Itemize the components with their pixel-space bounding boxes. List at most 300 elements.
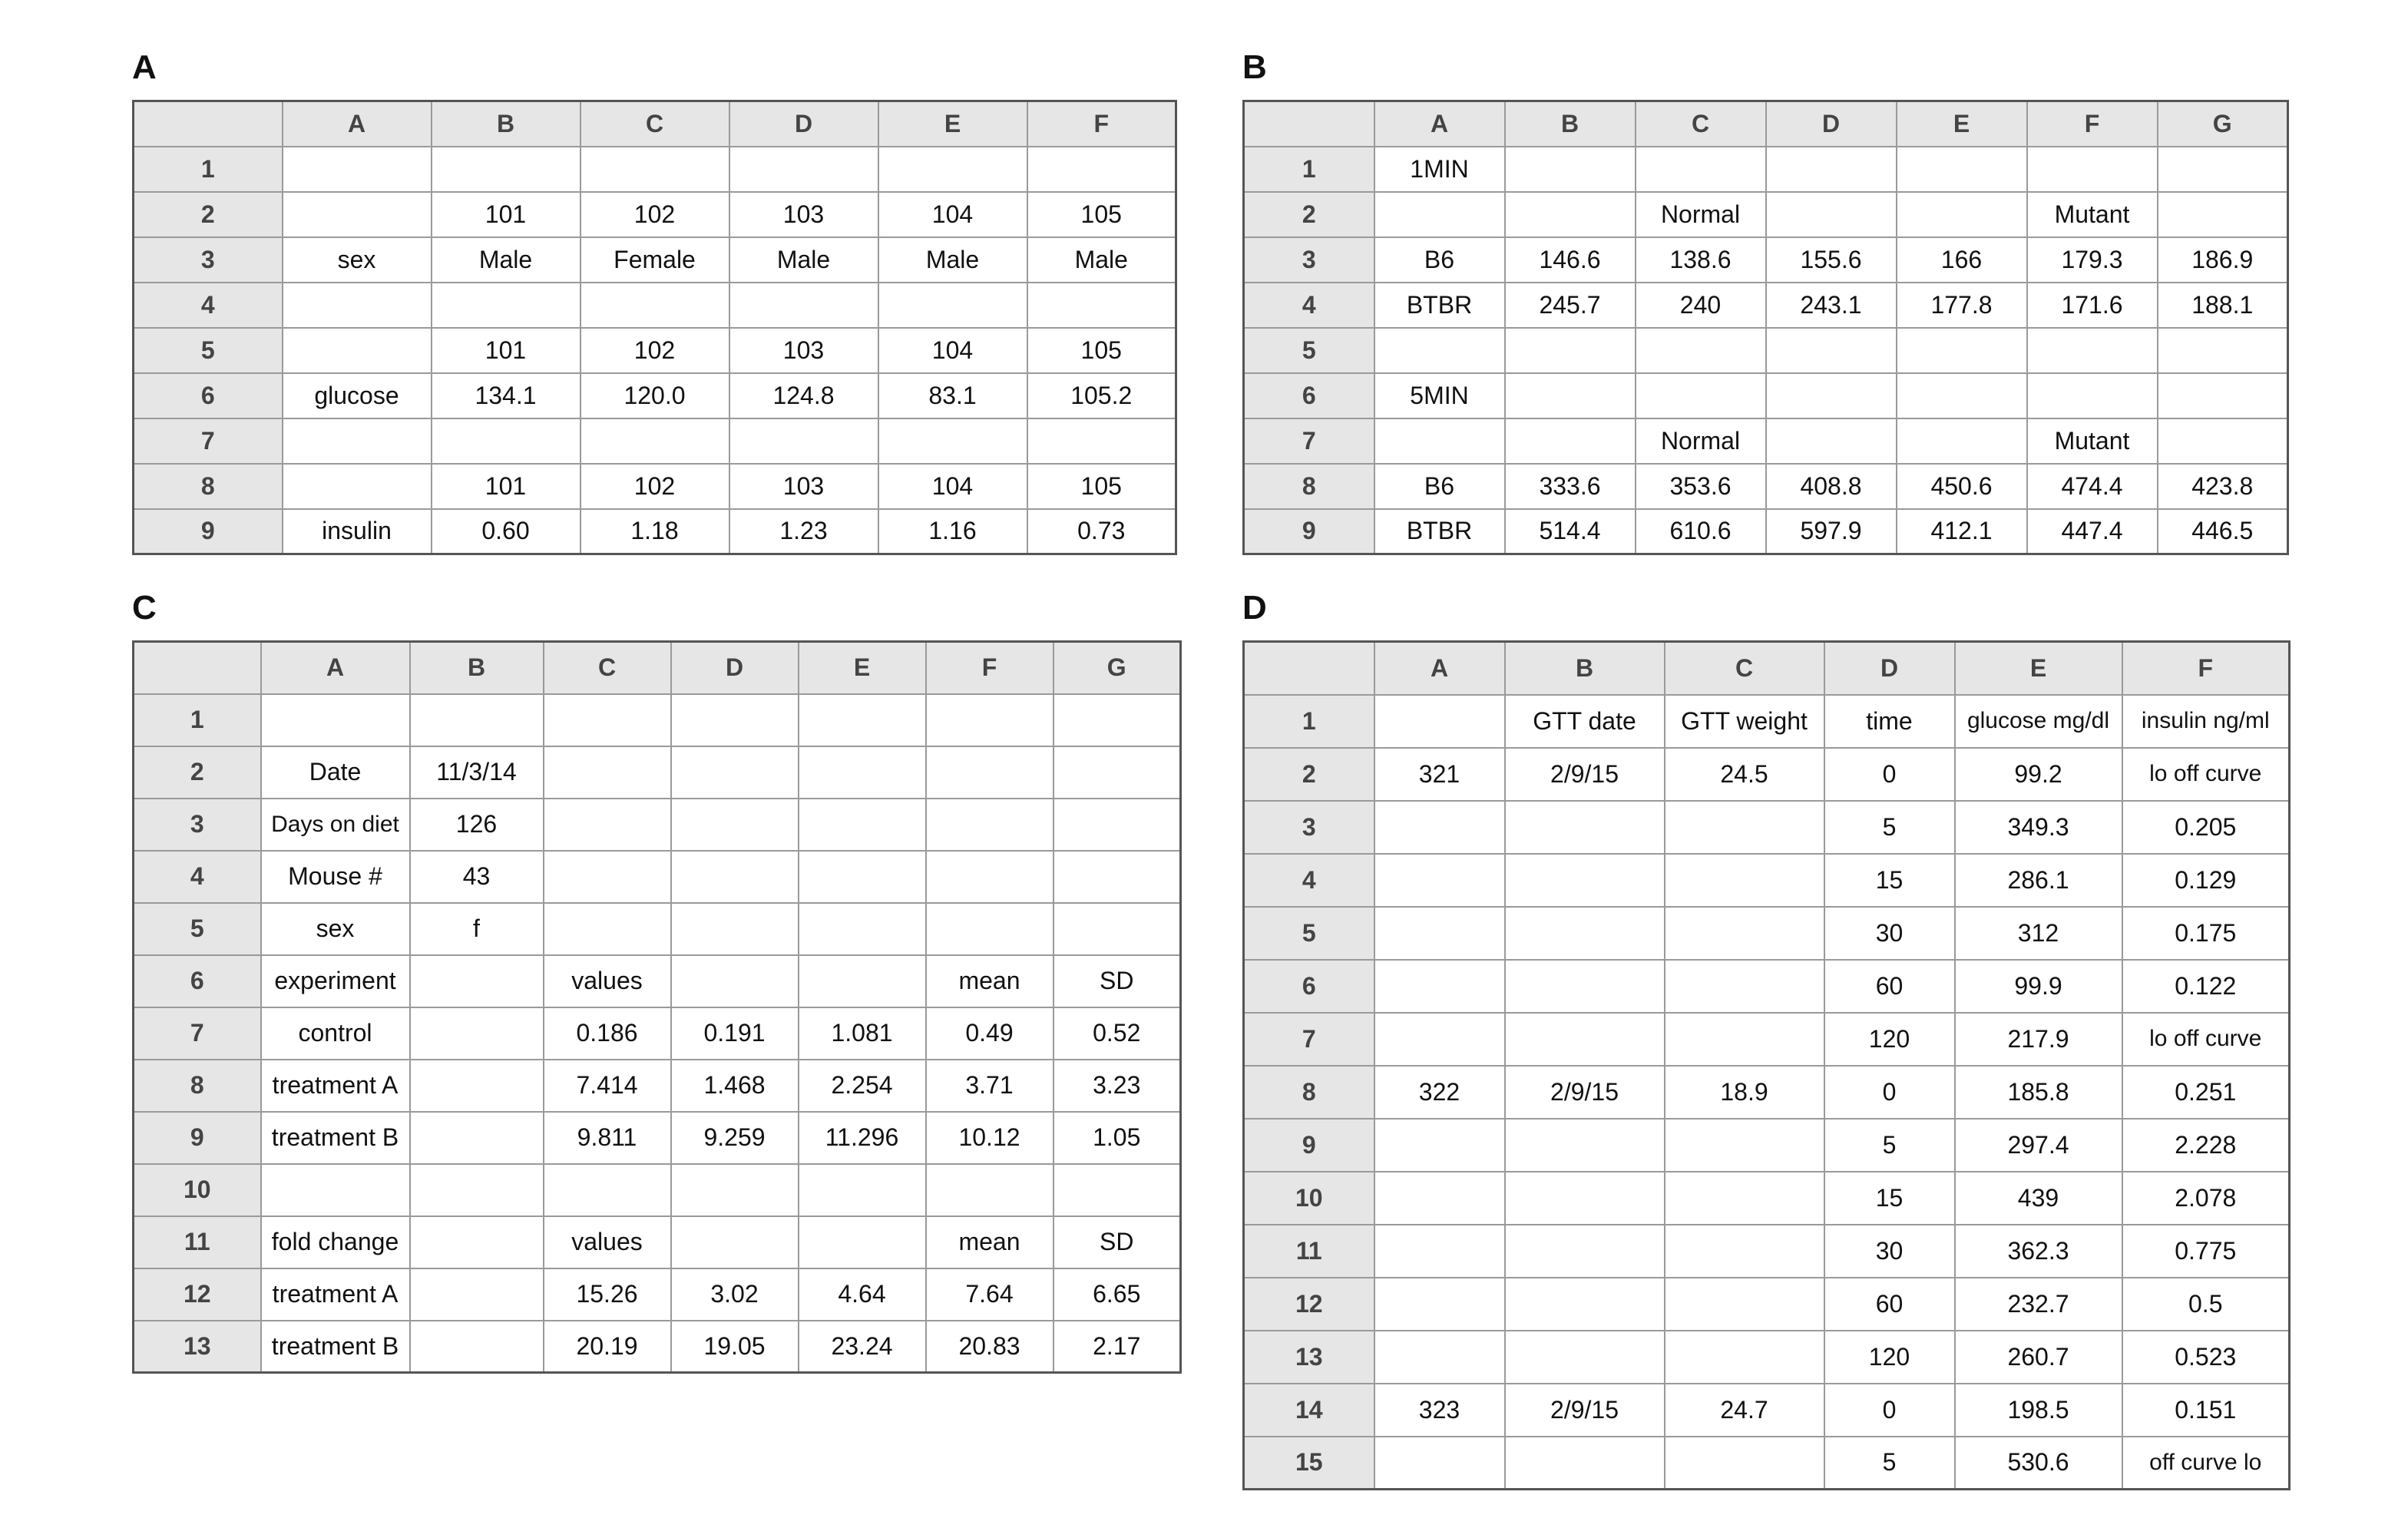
cell-c-c3[interactable] (544, 799, 671, 851)
row-header-13[interactable]: 13 (1244, 1331, 1374, 1384)
cell-c-b12[interactable] (410, 1268, 544, 1321)
cell-b-g4[interactable]: 188.1 (2158, 283, 2288, 328)
column-header-c[interactable]: C (1665, 642, 1824, 695)
row-header-6[interactable]: 6 (1244, 373, 1374, 418)
row-header-7[interactable]: 7 (134, 418, 283, 464)
cell-b-g5[interactable] (2158, 328, 2288, 373)
cell-d-a1[interactable] (1374, 695, 1505, 748)
cell-c-g11[interactable]: SD (1054, 1216, 1181, 1268)
cell-c-e11[interactable] (799, 1216, 926, 1268)
cell-c-a4[interactable]: Mouse # (261, 851, 410, 903)
cell-c-d4[interactable] (671, 851, 799, 903)
cell-c-g1[interactable] (1054, 694, 1181, 746)
cell-a-d5[interactable]: 103 (729, 328, 878, 373)
cell-d-e10[interactable]: 439 (1955, 1172, 2122, 1225)
cell-c-e3[interactable] (799, 799, 926, 851)
cell-a-e6[interactable]: 83.1 (878, 373, 1027, 418)
cell-d-c3[interactable] (1665, 801, 1824, 854)
cell-c-c11[interactable]: values (544, 1216, 671, 1268)
cell-b-a5[interactable] (1374, 328, 1505, 373)
cell-d-e11[interactable]: 362.3 (1955, 1225, 2122, 1278)
cell-c-c8[interactable]: 7.414 (544, 1060, 671, 1112)
cell-c-e10[interactable] (799, 1164, 926, 1216)
cell-c-f9[interactable]: 10.12 (926, 1112, 1054, 1164)
cell-b-b7[interactable] (1505, 418, 1636, 464)
cell-c-d10[interactable] (671, 1164, 799, 1216)
cell-d-f9[interactable]: 2.228 (2122, 1119, 2290, 1172)
cell-a-f4[interactable] (1027, 283, 1176, 328)
column-header-e[interactable]: E (1897, 101, 2027, 147)
cell-a-c1[interactable] (580, 147, 729, 192)
cell-c-f2[interactable] (926, 746, 1054, 799)
row-header-11[interactable]: 11 (1244, 1225, 1374, 1278)
cell-b-d4[interactable]: 243.1 (1766, 283, 1897, 328)
cell-a-a6[interactable]: glucose (283, 373, 432, 418)
cell-d-f4[interactable]: 0.129 (2122, 854, 2290, 907)
cell-c-a9[interactable]: treatment B (261, 1112, 410, 1164)
cell-d-e7[interactable]: 217.9 (1955, 1013, 2122, 1066)
cell-b-d5[interactable] (1766, 328, 1897, 373)
cell-d-b13[interactable] (1505, 1331, 1665, 1384)
cell-b-c3[interactable]: 138.6 (1636, 237, 1766, 283)
cell-d-c12[interactable] (1665, 1278, 1824, 1331)
row-header-3[interactable]: 3 (134, 237, 283, 283)
cell-a-d2[interactable]: 103 (729, 192, 878, 237)
row-header-1[interactable]: 1 (134, 694, 261, 746)
cell-b-g3[interactable]: 186.9 (2158, 237, 2288, 283)
column-header-f[interactable]: F (926, 642, 1054, 694)
cell-b-d8[interactable]: 408.8 (1766, 464, 1897, 509)
cell-c-d8[interactable]: 1.468 (671, 1060, 799, 1112)
cell-c-f5[interactable] (926, 903, 1054, 955)
cell-d-a6[interactable] (1374, 960, 1505, 1013)
row-header-9[interactable]: 9 (134, 1112, 261, 1164)
cell-d-c5[interactable] (1665, 907, 1824, 960)
cell-c-c5[interactable] (544, 903, 671, 955)
cell-c-b3[interactable]: 126 (410, 799, 544, 851)
row-header-8[interactable]: 8 (1244, 464, 1374, 509)
cell-d-a9[interactable] (1374, 1119, 1505, 1172)
cell-d-e8[interactable]: 185.8 (1955, 1066, 2122, 1119)
column-header-c[interactable]: C (580, 101, 729, 147)
cell-c-d13[interactable]: 19.05 (671, 1321, 799, 1373)
cell-d-f13[interactable]: 0.523 (2122, 1331, 2290, 1384)
cell-c-b8[interactable] (410, 1060, 544, 1112)
cell-c-d5[interactable] (671, 903, 799, 955)
cell-d-a3[interactable] (1374, 801, 1505, 854)
cell-c-a7[interactable]: control (261, 1007, 410, 1060)
cell-d-f15[interactable]: off curve lo (2122, 1437, 2290, 1490)
cell-c-e9[interactable]: 11.296 (799, 1112, 926, 1164)
row-header-2[interactable]: 2 (134, 746, 261, 799)
cell-c-g7[interactable]: 0.52 (1054, 1007, 1181, 1060)
cell-b-g1[interactable] (2158, 147, 2288, 192)
cell-d-e15[interactable]: 530.6 (1955, 1437, 2122, 1490)
cell-c-d3[interactable] (671, 799, 799, 851)
column-header-e[interactable]: E (878, 101, 1027, 147)
cell-d-d13[interactable]: 120 (1824, 1331, 1955, 1384)
row-header-3[interactable]: 3 (1244, 801, 1374, 854)
cell-a-c2[interactable]: 102 (580, 192, 729, 237)
cell-b-b6[interactable] (1505, 373, 1636, 418)
cell-b-d7[interactable] (1766, 418, 1897, 464)
cell-c-d11[interactable] (671, 1216, 799, 1268)
row-header-15[interactable]: 15 (1244, 1437, 1374, 1490)
cell-d-d6[interactable]: 60 (1824, 960, 1955, 1013)
cell-c-b6[interactable] (410, 955, 544, 1007)
row-header-2[interactable]: 2 (1244, 748, 1374, 801)
column-header-b[interactable]: B (1505, 642, 1665, 695)
cell-a-f3[interactable]: Male (1027, 237, 1176, 283)
cell-d-b15[interactable] (1505, 1437, 1665, 1490)
cell-c-c9[interactable]: 9.811 (544, 1112, 671, 1164)
cell-b-a8[interactable]: B6 (1374, 464, 1505, 509)
cell-a-c4[interactable] (580, 283, 729, 328)
column-header-a[interactable]: A (1374, 642, 1505, 695)
cell-d-b8[interactable]: 2/9/15 (1505, 1066, 1665, 1119)
cell-d-d9[interactable]: 5 (1824, 1119, 1955, 1172)
column-header-g[interactable]: G (2158, 101, 2288, 147)
cell-d-e14[interactable]: 198.5 (1955, 1384, 2122, 1437)
cell-c-g8[interactable]: 3.23 (1054, 1060, 1181, 1112)
cell-d-a2[interactable]: 321 (1374, 748, 1505, 801)
cell-d-b4[interactable] (1505, 854, 1665, 907)
cell-d-a13[interactable] (1374, 1331, 1505, 1384)
cell-d-f10[interactable]: 2.078 (2122, 1172, 2290, 1225)
cell-c-f8[interactable]: 3.71 (926, 1060, 1054, 1112)
cell-a-f7[interactable] (1027, 418, 1176, 464)
cell-a-c7[interactable] (580, 418, 729, 464)
cell-c-b5[interactable]: f (410, 903, 544, 955)
cell-d-e1[interactable]: glucose mg/dl (1955, 695, 2122, 748)
cell-c-b9[interactable] (410, 1112, 544, 1164)
cell-a-f5[interactable]: 105 (1027, 328, 1176, 373)
column-header-f[interactable]: F (2027, 101, 2158, 147)
cell-d-a5[interactable] (1374, 907, 1505, 960)
column-header-d[interactable]: D (1766, 101, 1897, 147)
cell-c-g6[interactable]: SD (1054, 955, 1181, 1007)
cell-d-f3[interactable]: 0.205 (2122, 801, 2290, 854)
column-header-g[interactable]: G (1054, 642, 1181, 694)
cell-d-d7[interactable]: 120 (1824, 1013, 1955, 1066)
row-header-11[interactable]: 11 (134, 1216, 261, 1268)
column-header-d[interactable]: D (1824, 642, 1955, 695)
cell-d-e5[interactable]: 312 (1955, 907, 2122, 960)
cell-c-g12[interactable]: 6.65 (1054, 1268, 1181, 1321)
column-header-d[interactable]: D (729, 101, 878, 147)
row-header-10[interactable]: 10 (134, 1164, 261, 1216)
cell-a-c8[interactable]: 102 (580, 464, 729, 509)
cell-b-f5[interactable] (2027, 328, 2158, 373)
cell-b-f1[interactable] (2027, 147, 2158, 192)
row-header-8[interactable]: 8 (1244, 1066, 1374, 1119)
cell-d-f14[interactable]: 0.151 (2122, 1384, 2290, 1437)
cell-c-a11[interactable]: fold change (261, 1216, 410, 1268)
cell-d-e9[interactable]: 297.4 (1955, 1119, 2122, 1172)
cell-c-c2[interactable] (544, 746, 671, 799)
cell-b-e4[interactable]: 177.8 (1897, 283, 2027, 328)
row-header-4[interactable]: 4 (1244, 283, 1374, 328)
row-header-6[interactable]: 6 (134, 955, 261, 1007)
cell-b-f6[interactable] (2027, 373, 2158, 418)
cell-c-c4[interactable] (544, 851, 671, 903)
cell-a-b9[interactable]: 0.60 (432, 509, 580, 554)
cell-d-b3[interactable] (1505, 801, 1665, 854)
cell-a-d9[interactable]: 1.23 (729, 509, 878, 554)
cell-c-d7[interactable]: 0.191 (671, 1007, 799, 1060)
column-header-a[interactable]: A (1374, 101, 1505, 147)
row-header-5[interactable]: 5 (1244, 328, 1374, 373)
column-header-b[interactable]: B (1505, 101, 1636, 147)
cell-d-c7[interactable] (1665, 1013, 1824, 1066)
cell-d-b5[interactable] (1505, 907, 1665, 960)
cell-c-g5[interactable] (1054, 903, 1181, 955)
cell-a-f2[interactable]: 105 (1027, 192, 1176, 237)
cell-c-e13[interactable]: 23.24 (799, 1321, 926, 1373)
cell-d-c11[interactable] (1665, 1225, 1824, 1278)
column-header-a[interactable]: A (261, 642, 410, 694)
cell-c-f10[interactable] (926, 1164, 1054, 1216)
row-header-4[interactable]: 4 (134, 283, 283, 328)
cell-b-e6[interactable] (1897, 373, 2027, 418)
cell-d-b10[interactable] (1505, 1172, 1665, 1225)
cell-c-b2[interactable]: 11/3/14 (410, 746, 544, 799)
column-header-a[interactable]: A (283, 101, 432, 147)
cell-c-e6[interactable] (799, 955, 926, 1007)
row-header-9[interactable]: 9 (1244, 1119, 1374, 1172)
cell-a-d3[interactable]: Male (729, 237, 878, 283)
row-header-8[interactable]: 8 (134, 464, 283, 509)
cell-d-c6[interactable] (1665, 960, 1824, 1013)
column-header-c[interactable]: C (544, 642, 671, 694)
corner-cell[interactable] (134, 101, 283, 147)
cell-d-a4[interactable] (1374, 854, 1505, 907)
cell-c-f4[interactable] (926, 851, 1054, 903)
cell-c-g2[interactable] (1054, 746, 1181, 799)
row-header-4[interactable]: 4 (1244, 854, 1374, 907)
cell-a-a8[interactable] (283, 464, 432, 509)
cell-b-a3[interactable]: B6 (1374, 237, 1505, 283)
cell-b-g8[interactable]: 423.8 (2158, 464, 2288, 509)
cell-b-d6[interactable] (1766, 373, 1897, 418)
cell-b-e2[interactable] (1897, 192, 2027, 237)
cell-c-g10[interactable] (1054, 1164, 1181, 1216)
cell-d-d10[interactable]: 15 (1824, 1172, 1955, 1225)
row-header-7[interactable]: 7 (1244, 1013, 1374, 1066)
cell-b-c9[interactable]: 610.6 (1636, 509, 1766, 554)
cell-a-c3[interactable]: Female (580, 237, 729, 283)
row-header-2[interactable]: 2 (134, 192, 283, 237)
cell-a-f9[interactable]: 0.73 (1027, 509, 1176, 554)
column-header-f[interactable]: F (1027, 101, 1176, 147)
cell-a-e9[interactable]: 1.16 (878, 509, 1027, 554)
cell-d-c1[interactable]: GTT weight (1665, 695, 1824, 748)
cell-b-c8[interactable]: 353.6 (1636, 464, 1766, 509)
cell-a-a5[interactable] (283, 328, 432, 373)
cell-b-b5[interactable] (1505, 328, 1636, 373)
cell-d-a15[interactable] (1374, 1437, 1505, 1490)
cell-d-b6[interactable] (1505, 960, 1665, 1013)
cell-b-c1[interactable] (1636, 147, 1766, 192)
cell-b-b9[interactable]: 514.4 (1505, 509, 1636, 554)
cell-d-f11[interactable]: 0.775 (2122, 1225, 2290, 1278)
cell-b-d1[interactable] (1766, 147, 1897, 192)
row-header-12[interactable]: 12 (1244, 1278, 1374, 1331)
cell-a-a2[interactable] (283, 192, 432, 237)
cell-c-b10[interactable] (410, 1164, 544, 1216)
row-header-7[interactable]: 7 (1244, 418, 1374, 464)
cell-c-a6[interactable]: experiment (261, 955, 410, 1007)
cell-c-e4[interactable] (799, 851, 926, 903)
cell-b-a2[interactable] (1374, 192, 1505, 237)
cell-a-f6[interactable]: 105.2 (1027, 373, 1176, 418)
corner-cell[interactable] (134, 642, 261, 694)
cell-d-b1[interactable]: GTT date (1505, 695, 1665, 748)
cell-b-g6[interactable] (2158, 373, 2288, 418)
cell-d-f6[interactable]: 0.122 (2122, 960, 2290, 1013)
cell-d-a7[interactable] (1374, 1013, 1505, 1066)
row-header-1[interactable]: 1 (1244, 147, 1374, 192)
cell-b-b1[interactable] (1505, 147, 1636, 192)
cell-d-f8[interactable]: 0.251 (2122, 1066, 2290, 1119)
cell-a-b8[interactable]: 101 (432, 464, 580, 509)
row-header-10[interactable]: 10 (1244, 1172, 1374, 1225)
column-header-e[interactable]: E (799, 642, 926, 694)
row-header-2[interactable]: 2 (1244, 192, 1374, 237)
cell-d-c13[interactable] (1665, 1331, 1824, 1384)
cell-d-c4[interactable] (1665, 854, 1824, 907)
cell-d-c14[interactable]: 24.7 (1665, 1384, 1824, 1437)
cell-c-g9[interactable]: 1.05 (1054, 1112, 1181, 1164)
cell-a-e3[interactable]: Male (878, 237, 1027, 283)
cell-c-e5[interactable] (799, 903, 926, 955)
row-header-5[interactable]: 5 (1244, 907, 1374, 960)
cell-b-c5[interactable] (1636, 328, 1766, 373)
cell-d-e13[interactable]: 260.7 (1955, 1331, 2122, 1384)
row-header-3[interactable]: 3 (134, 799, 261, 851)
cell-d-f7[interactable]: lo off curve (2122, 1013, 2290, 1066)
cell-c-b11[interactable] (410, 1216, 544, 1268)
cell-a-e8[interactable]: 104 (878, 464, 1027, 509)
row-header-9[interactable]: 9 (1244, 509, 1374, 554)
cell-a-b6[interactable]: 134.1 (432, 373, 580, 418)
corner-cell[interactable] (1244, 101, 1374, 147)
cell-c-e7[interactable]: 1.081 (799, 1007, 926, 1060)
cell-c-f1[interactable] (926, 694, 1054, 746)
row-header-14[interactable]: 14 (1244, 1384, 1374, 1437)
cell-b-f4[interactable]: 171.6 (2027, 283, 2158, 328)
cell-c-c12[interactable]: 15.26 (544, 1268, 671, 1321)
cell-c-e8[interactable]: 2.254 (799, 1060, 926, 1112)
row-header-12[interactable]: 12 (134, 1268, 261, 1321)
cell-d-d1[interactable]: time (1824, 695, 1955, 748)
row-header-6[interactable]: 6 (1244, 960, 1374, 1013)
cell-d-a12[interactable] (1374, 1278, 1505, 1331)
cell-a-e2[interactable]: 104 (878, 192, 1027, 237)
cell-c-c10[interactable] (544, 1164, 671, 1216)
cell-a-c9[interactable]: 1.18 (580, 509, 729, 554)
cell-b-e1[interactable] (1897, 147, 2027, 192)
cell-a-b2[interactable]: 101 (432, 192, 580, 237)
cell-a-a7[interactable] (283, 418, 432, 464)
cell-a-a3[interactable]: sex (283, 237, 432, 283)
cell-b-e3[interactable]: 166 (1897, 237, 2027, 283)
cell-c-a12[interactable]: treatment A (261, 1268, 410, 1321)
cell-d-d3[interactable]: 5 (1824, 801, 1955, 854)
cell-c-a5[interactable]: sex (261, 903, 410, 955)
row-header-7[interactable]: 7 (134, 1007, 261, 1060)
cell-c-g3[interactable] (1054, 799, 1181, 851)
row-header-1[interactable]: 1 (134, 147, 283, 192)
cell-b-e8[interactable]: 450.6 (1897, 464, 2027, 509)
column-header-c[interactable]: C (1636, 101, 1766, 147)
cell-d-e12[interactable]: 232.7 (1955, 1278, 2122, 1331)
cell-a-d6[interactable]: 124.8 (729, 373, 878, 418)
cell-b-e9[interactable]: 412.1 (1897, 509, 2027, 554)
cell-c-f3[interactable] (926, 799, 1054, 851)
cell-b-a6[interactable]: 5MIN (1374, 373, 1505, 418)
cell-b-g9[interactable]: 446.5 (2158, 509, 2288, 554)
cell-a-e5[interactable]: 104 (878, 328, 1027, 373)
row-header-6[interactable]: 6 (134, 373, 283, 418)
cell-c-e1[interactable] (799, 694, 926, 746)
cell-a-e1[interactable] (878, 147, 1027, 192)
cell-c-f13[interactable]: 20.83 (926, 1321, 1054, 1373)
cell-b-e7[interactable] (1897, 418, 2027, 464)
cell-a-d1[interactable] (729, 147, 878, 192)
cell-d-a14[interactable]: 323 (1374, 1384, 1505, 1437)
row-header-3[interactable]: 3 (1244, 237, 1374, 283)
cell-d-d2[interactable]: 0 (1824, 748, 1955, 801)
cell-a-b1[interactable] (432, 147, 580, 192)
cell-d-b11[interactable] (1505, 1225, 1665, 1278)
cell-d-c10[interactable] (1665, 1172, 1824, 1225)
cell-a-b4[interactable] (432, 283, 580, 328)
column-header-e[interactable]: E (1955, 642, 2122, 695)
cell-b-c2[interactable]: Normal (1636, 192, 1766, 237)
cell-d-f5[interactable]: 0.175 (2122, 907, 2290, 960)
cell-b-f2[interactable]: Mutant (2027, 192, 2158, 237)
cell-b-d9[interactable]: 597.9 (1766, 509, 1897, 554)
cell-b-a7[interactable] (1374, 418, 1505, 464)
cell-c-d6[interactable] (671, 955, 799, 1007)
cell-b-f3[interactable]: 179.3 (2027, 237, 2158, 283)
cell-b-b3[interactable]: 146.6 (1505, 237, 1636, 283)
cell-c-e2[interactable] (799, 746, 926, 799)
cell-b-a1[interactable]: 1MIN (1374, 147, 1505, 192)
cell-d-b2[interactable]: 2/9/15 (1505, 748, 1665, 801)
row-header-5[interactable]: 5 (134, 328, 283, 373)
cell-a-e7[interactable] (878, 418, 1027, 464)
cell-c-f7[interactable]: 0.49 (926, 1007, 1054, 1060)
cell-d-b7[interactable] (1505, 1013, 1665, 1066)
cell-d-e3[interactable]: 349.3 (1955, 801, 2122, 854)
cell-d-e6[interactable]: 99.9 (1955, 960, 2122, 1013)
corner-cell[interactable] (1244, 642, 1374, 695)
cell-a-b3[interactable]: Male (432, 237, 580, 283)
cell-c-b7[interactable] (410, 1007, 544, 1060)
cell-c-b13[interactable] (410, 1321, 544, 1373)
cell-b-d2[interactable] (1766, 192, 1897, 237)
cell-d-e4[interactable]: 286.1 (1955, 854, 2122, 907)
cell-a-c5[interactable]: 102 (580, 328, 729, 373)
row-header-13[interactable]: 13 (134, 1321, 261, 1373)
row-header-1[interactable]: 1 (1244, 695, 1374, 748)
cell-b-f7[interactable]: Mutant (2027, 418, 2158, 464)
cell-a-a9[interactable]: insulin (283, 509, 432, 554)
cell-d-c9[interactable] (1665, 1119, 1824, 1172)
column-header-b[interactable]: B (432, 101, 580, 147)
